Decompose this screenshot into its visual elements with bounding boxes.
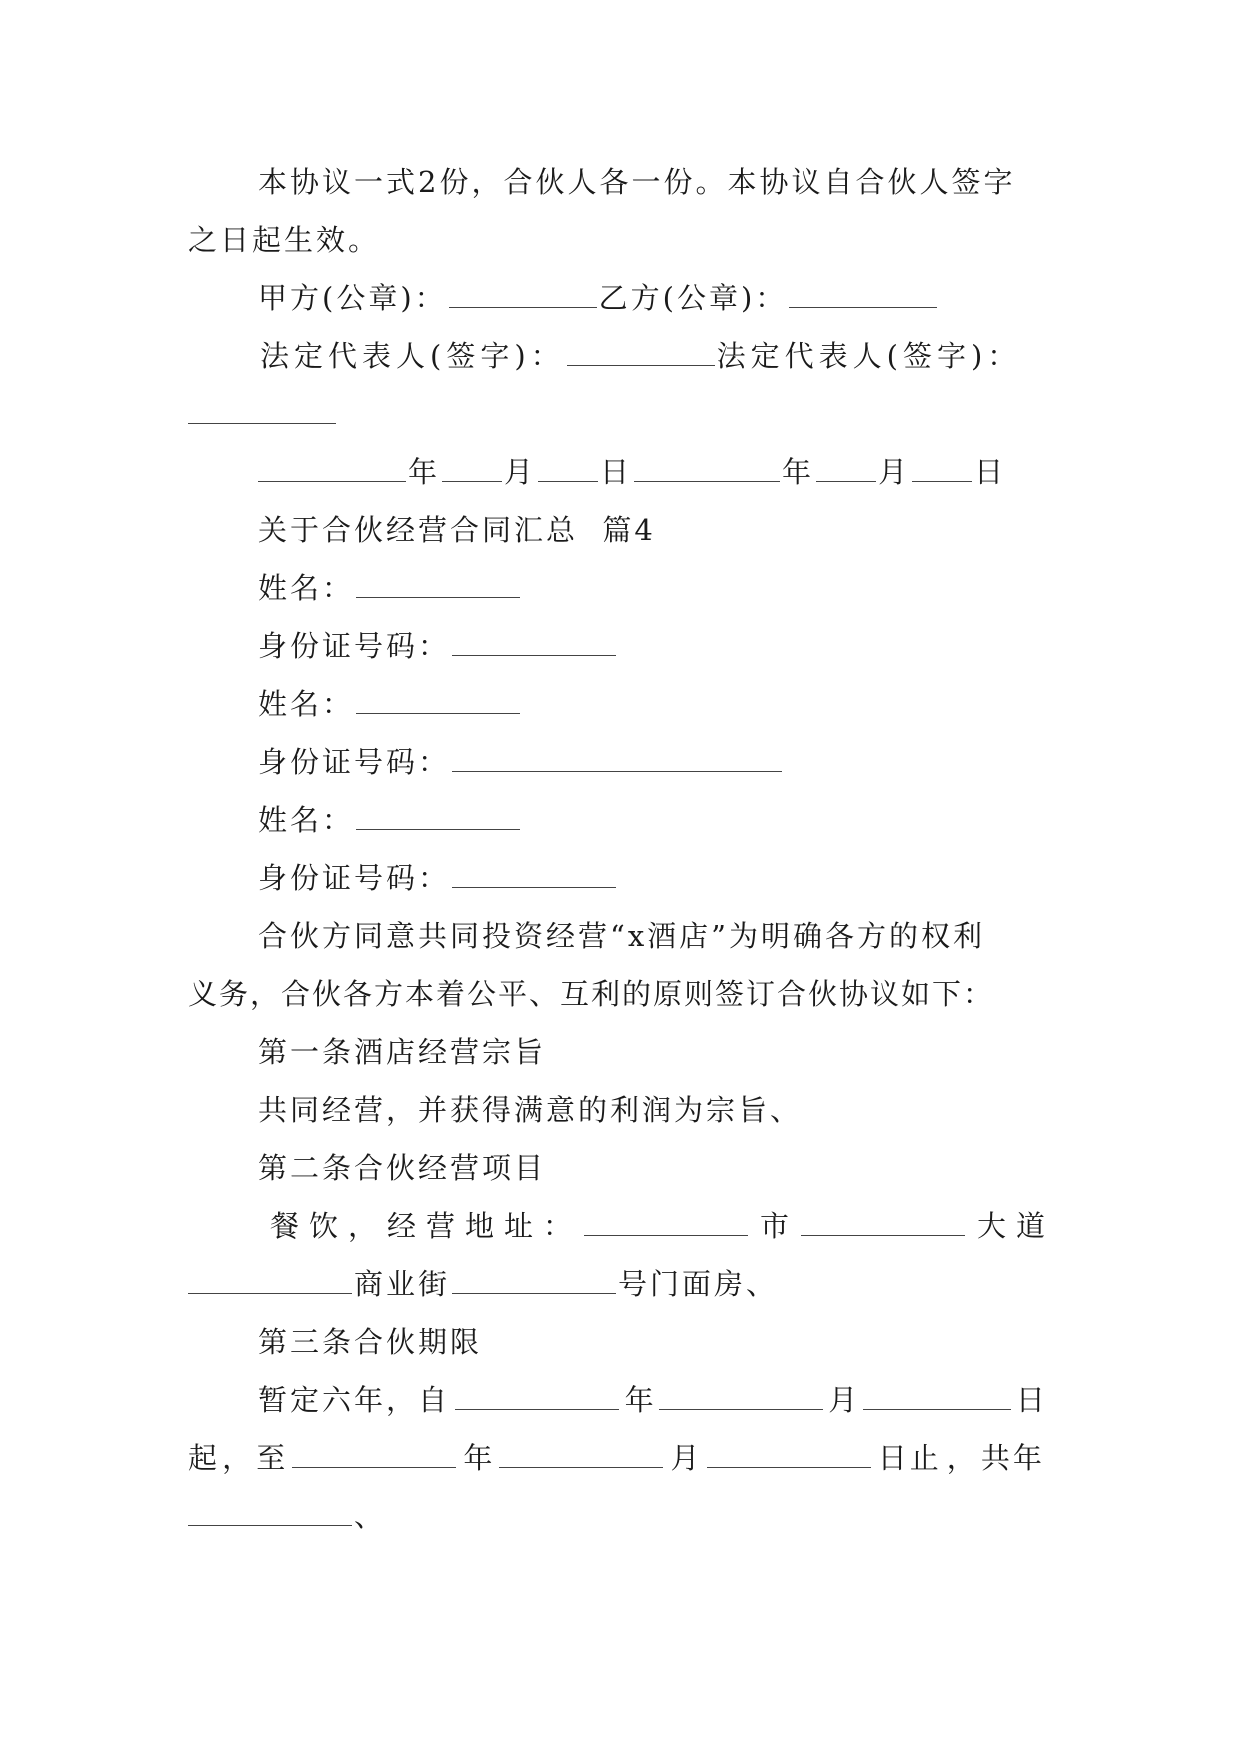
end-month-blank	[499, 1445, 663, 1468]
date-a-month-blank	[442, 459, 502, 482]
representative-a-blank	[567, 343, 715, 366]
text-char: ，	[946, 1441, 976, 1475]
start-day-blank	[863, 1387, 1011, 1410]
representative-line	[260, 336, 1021, 376]
article-2-address	[270, 1206, 1045, 1246]
street-blank	[452, 1271, 616, 1294]
representative-line-cont	[188, 394, 338, 434]
name-label: 姓名：	[258, 687, 355, 721]
id-label: 身份证号码：	[258, 861, 451, 895]
name-label: 姓名：	[258, 571, 355, 605]
party-b-seal-label: 乙方(公章)：	[598, 281, 788, 315]
date-a-month: 月	[504, 455, 537, 489]
date-b-day: 日	[974, 455, 1007, 489]
name-blank	[356, 575, 520, 598]
paragraph-copies-cont: 之日起生效。	[188, 223, 381, 257]
representative-b-blank	[188, 401, 336, 424]
partner-3-id	[258, 858, 618, 898]
party-b-seal-blank	[789, 285, 937, 308]
text-run: 暂定六年，自	[258, 1383, 451, 1417]
partner-2-name	[258, 684, 522, 724]
partner-1-id	[258, 626, 618, 666]
partner-1-name	[258, 568, 522, 608]
text-run: 共年	[980, 1441, 1045, 1475]
representative-b-label: 法定代表人(签字)：	[716, 339, 1022, 373]
id-label: 身份证号码：	[258, 629, 451, 663]
article-3-title: 第三条合伙期限	[258, 1325, 483, 1359]
date-b-day-blank	[912, 459, 972, 482]
section-heading: 关于合伙经营合同汇总 篇4	[258, 513, 656, 547]
street-label: 商业街	[354, 1267, 451, 1301]
date-a-day-blank	[538, 459, 598, 482]
representative-a-label: 法定代表人(签字)：	[260, 339, 565, 373]
address-blank	[584, 1213, 748, 1236]
end-day-blank	[707, 1445, 871, 1468]
name-label: 姓名：	[258, 803, 355, 837]
text-char: 营	[426, 1209, 456, 1243]
text-char: 饮	[309, 1209, 339, 1243]
paragraph-copies: 本协议一式2份，合伙人各一份。本协议自合伙人签字	[258, 165, 1016, 199]
date-line	[258, 452, 1006, 492]
name-blank	[356, 807, 520, 830]
article-3-period-cont	[188, 1438, 1045, 1478]
year-label: 年	[463, 1441, 493, 1475]
text-char: ，	[348, 1209, 378, 1243]
text-char: ：	[543, 1209, 573, 1243]
month-label: 月	[828, 1383, 858, 1417]
text-run: 日止	[877, 1441, 942, 1475]
date-b-year-blank	[634, 459, 780, 482]
id-blank	[452, 633, 616, 656]
party-a-seal-blank	[449, 285, 597, 308]
house-label: 号门面房、	[618, 1267, 779, 1301]
month-label: 月	[670, 1441, 700, 1475]
city-blank	[801, 1213, 965, 1236]
text-char: 起	[188, 1441, 218, 1475]
start-year-blank	[455, 1387, 619, 1410]
year-label: 年	[624, 1383, 654, 1417]
article-3-period	[258, 1380, 1045, 1420]
article-2-title: 第二条合伙经营项目	[258, 1151, 547, 1185]
text-char: 道	[1015, 1209, 1045, 1243]
text-char: 址	[504, 1209, 534, 1243]
day-label: 日	[1015, 1383, 1045, 1417]
text-char: 地	[465, 1209, 495, 1243]
intro-paragraph: 合伙方同意共同投资经营“x酒店”为明确各方的权利	[258, 919, 986, 953]
text-char: 餐	[270, 1209, 300, 1243]
date-b-month: 月	[878, 455, 911, 489]
date-a-year-blank	[258, 459, 406, 482]
article-3-period-end	[188, 1496, 386, 1536]
article-1-body: 共同经营，并获得满意的利润为宗旨、	[258, 1093, 803, 1127]
article-2-address-cont	[188, 1264, 778, 1304]
id-blank	[452, 749, 782, 772]
road-blank	[188, 1271, 352, 1294]
end-year-blank	[292, 1445, 456, 1468]
start-month-blank	[659, 1387, 823, 1410]
party-a-seal-label: 甲方(公章)：	[258, 281, 447, 315]
article-1-title: 第一条酒店经营宗旨	[258, 1035, 547, 1069]
name-blank	[356, 691, 520, 714]
date-a-day: 日	[600, 455, 633, 489]
trailing-mark: 、	[354, 1499, 387, 1533]
intro-paragraph-cont: 义务，合伙各方本着公平、互利的原则签订合伙协议如下：	[188, 977, 995, 1011]
date-b-month-blank	[816, 459, 876, 482]
city-label: 市	[759, 1209, 789, 1243]
text-char: 大	[976, 1209, 1006, 1243]
id-blank	[452, 865, 616, 888]
party-seal-line	[258, 278, 939, 318]
text-char: ，	[222, 1441, 252, 1475]
total-years-blank	[188, 1503, 352, 1526]
text-char: 至	[256, 1441, 286, 1475]
partner-2-id	[258, 742, 784, 782]
date-a-year: 年	[408, 455, 441, 489]
partner-3-name	[258, 800, 522, 840]
date-b-year: 年	[782, 455, 815, 489]
id-label: 身份证号码：	[258, 745, 451, 779]
text-char: 经	[387, 1209, 417, 1243]
